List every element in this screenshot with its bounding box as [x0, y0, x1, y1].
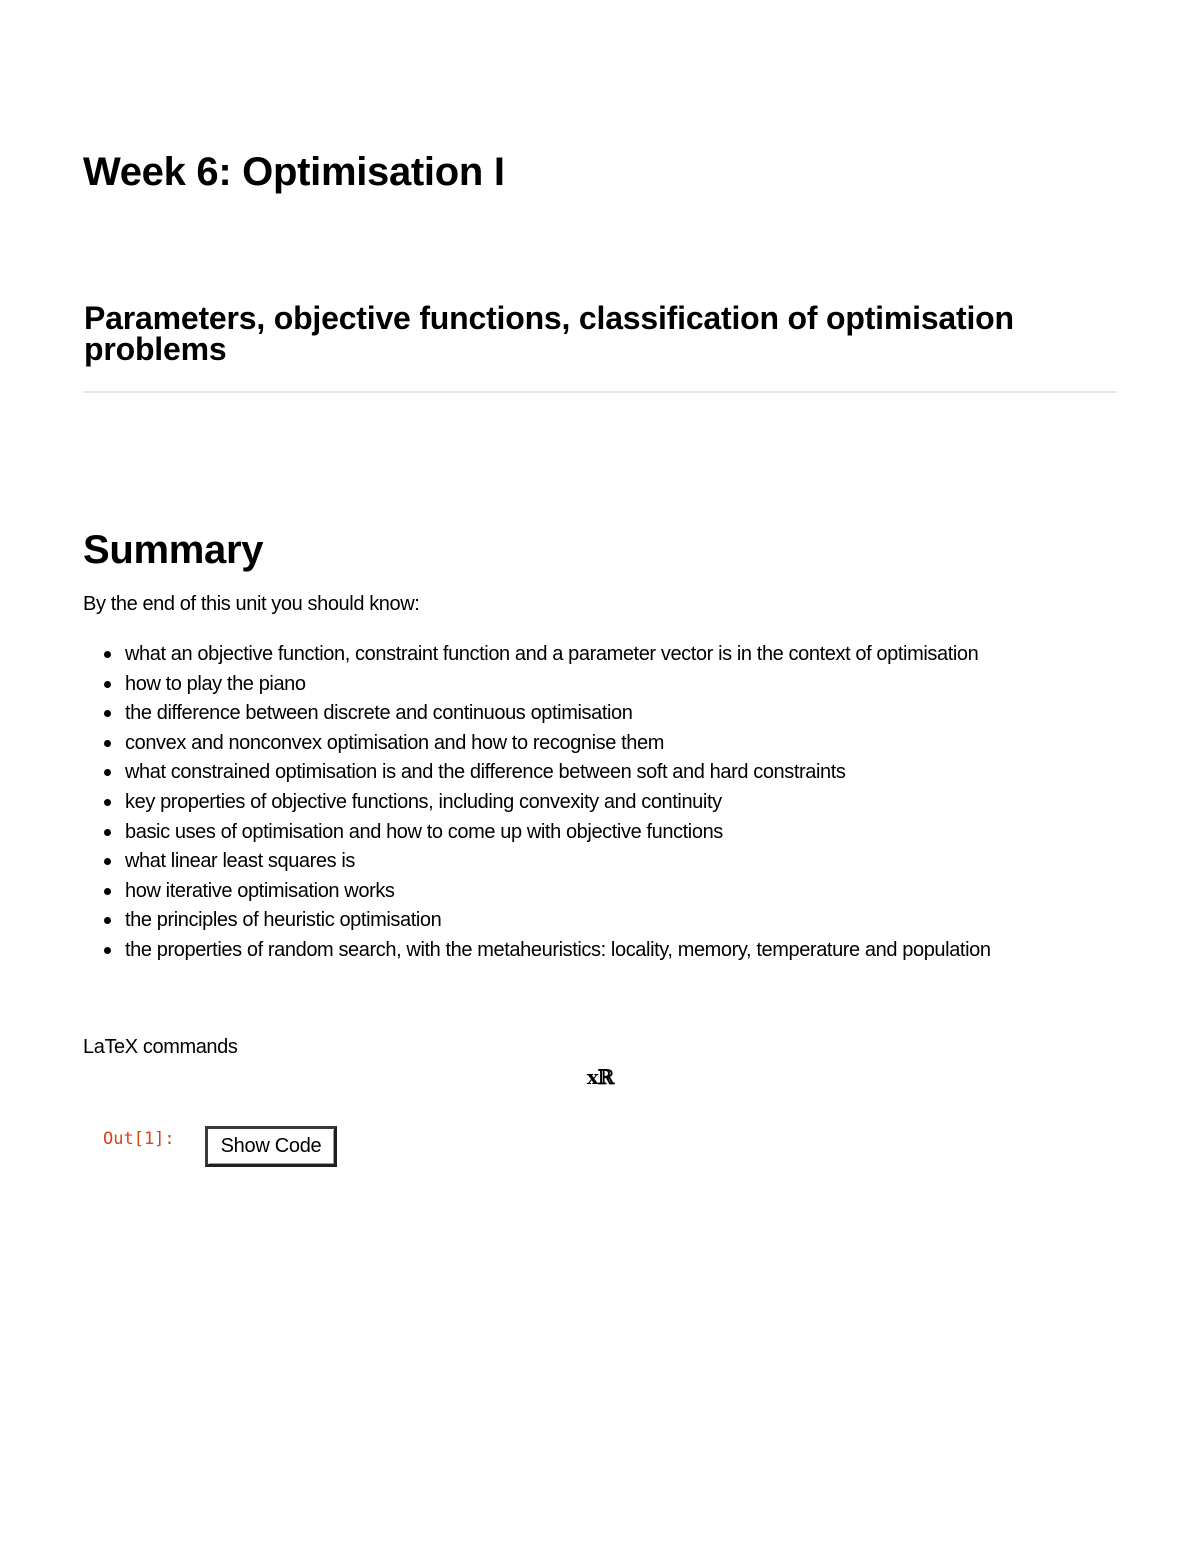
output-prompt: Out[1]:	[103, 1129, 175, 1149]
summary-intro: By the end of this unit you should know:	[83, 593, 420, 615]
list-item: how to play the piano	[125, 670, 1125, 700]
list-item: key properties of objective functions, including convexity and continuity	[125, 788, 1125, 818]
list-item: how iterative optimisation works	[125, 877, 1125, 907]
list-item: what linear least squares is	[125, 847, 1125, 877]
list-item: what constrained optimisation is and the difference between soft and hard constraints	[125, 758, 1125, 788]
list-item: the principles of heuristic optimisation	[125, 906, 1125, 936]
learning-objectives-list	[83, 640, 1125, 966]
list-item: the difference between discrete and continuous optimisation	[125, 699, 1125, 729]
list-item: the properties of random search, with the metaheuristics: locality, memory, temperature and population	[125, 936, 1125, 966]
page-subtitle: Parameters, objective functions, classification of optimisation problems	[84, 300, 1014, 367]
list-item: convex and nonconvex optimisation and how to recognise them	[125, 729, 1125, 759]
latex-commands-label: LaTeX commands	[83, 1036, 238, 1058]
summary-heading: Summary	[83, 528, 264, 572]
list-item: basic uses of optimisation and how to come up with objective functions	[125, 818, 1125, 848]
show-code-button[interactable]: Show Code	[205, 1126, 337, 1167]
list-item: what an objective function, constraint function and a parameter vector is in the context of optimisation	[125, 640, 1125, 670]
section-divider	[83, 391, 1117, 393]
latex-math-output: xℝ	[586, 1065, 614, 1089]
page-title: Week 6: Optimisation I	[83, 150, 505, 194]
